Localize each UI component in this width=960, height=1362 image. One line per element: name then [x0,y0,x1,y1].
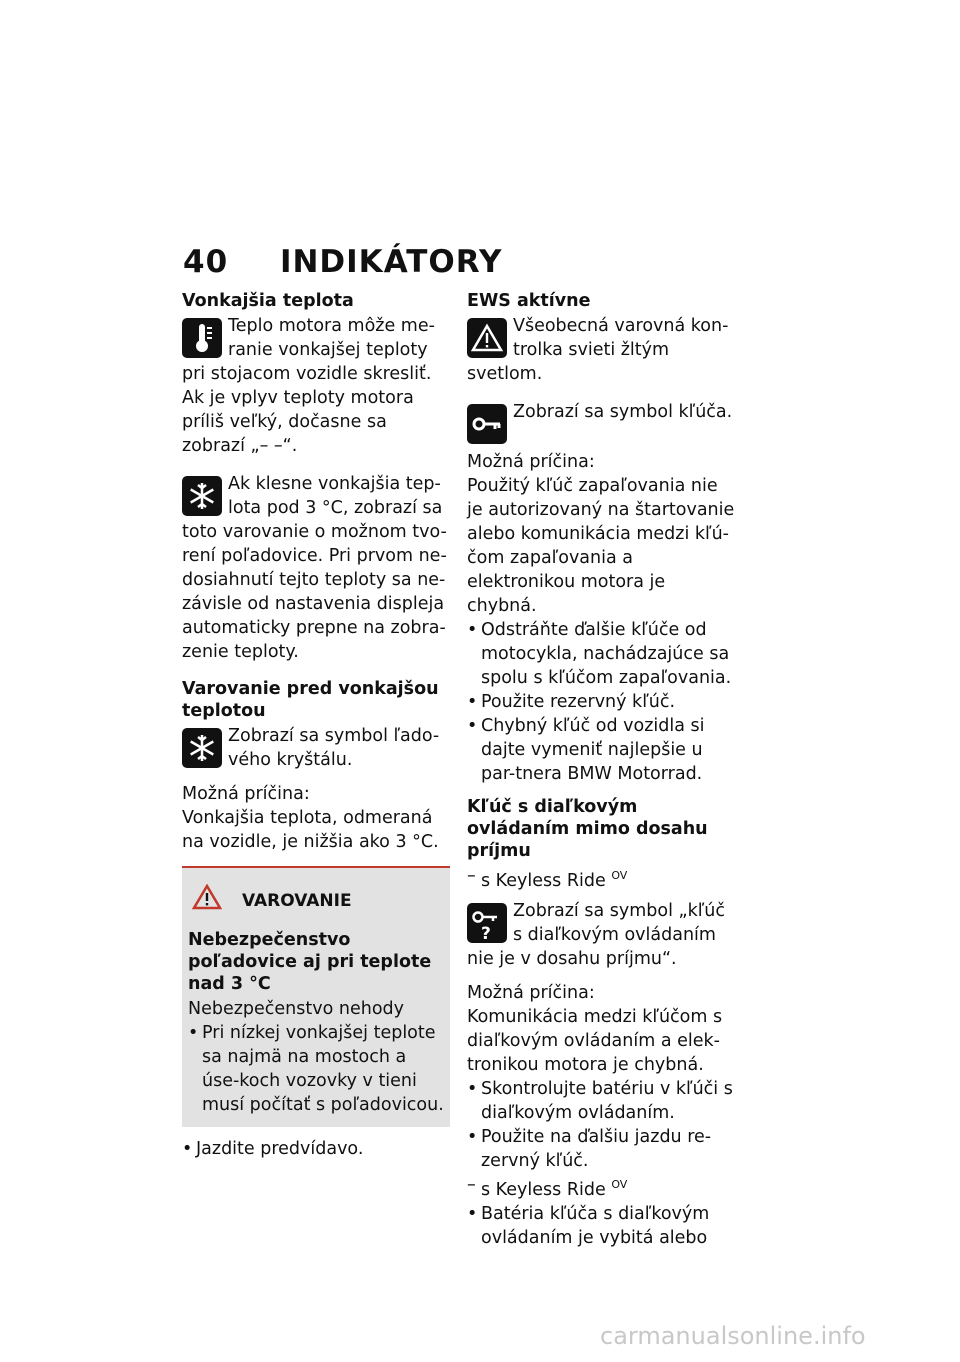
page-title: INDIKÁTORY [279,244,503,280]
paragraph: Zobrazí sa symbol kľúča. [513,402,733,422]
thermometer-icon [182,318,222,358]
warning-label: VAROVANIE [242,890,352,911]
outside-temp-text [182,314,450,458]
warning-sub: Nebezpečenstvo nehody [188,999,404,1019]
svg-text:?: ? [481,923,491,943]
warning-triangle-icon [192,884,222,917]
list-item: • Skontrolujte batériu v kľúči s diaľkovým ovládaním. [467,1077,737,1125]
section-title-key-out-of-range: Kľúč s diaľkovým ovládaním mimo dosahu príjmu [467,797,708,861]
cause-label: Možná príčina: [467,982,595,1003]
snowflake-icon [182,728,222,768]
option-item: – s Keyless Ride $^{OV}$ [467,1173,737,1202]
cause-label: Možná príčina: [182,784,310,804]
list-item: • Batéria kľúča s diaľkovým ovládaním je vybitá alebo [467,1202,737,1250]
list-item: • Odstráňte ďalšie kľúče od motocykla, nachádzajúce sa spolu s kľúčom zapaľovania. [467,618,737,690]
list-item: • Použite rezervný kľúč. [467,690,737,714]
paragraph: Teplo motora môže me-ranie vonkajšej teploty pri stojacom vozidle skresliť. Ak je vplyv teploty motora príliš veľký, dočasne sa zobrazí „– –“. [182,316,435,456]
page-number: 40 [183,244,229,280]
cause-label: Možná príčina: [467,452,595,472]
page-header [183,244,502,280]
watermark: carmanualsonline.info [600,1322,866,1350]
paragraph: Použitý kľúč zapaľovania nie je autorizovaný na štartovanie alebo komunikácia medzi kľú-čom zapaľovania a elektronikou motora je chybná. [467,476,735,616]
key-icon [467,404,507,444]
list-item: • Použite na ďalšiu jazdu re-zervný kľúč. [467,1125,737,1173]
paragraph: Zobrazí sa symbol ľado-vého kryštálu. [228,726,440,770]
key-question-icon [467,903,507,943]
paragraph: Všeobecná varovná kon-trolka svieti žltým svetlom. [467,316,729,384]
warning-triangle-icon [467,318,507,358]
section-title-outside-temp: Vonkajšia teplota [182,291,354,311]
section-title-ews: EWS aktívne [467,291,591,311]
warning-heading: Nebezpečenstvo poľadovice aj pri teplote nad 3 °C [188,930,432,994]
list-item: • Jazdite predvídavo. [182,1137,450,1161]
option-item: – s Keyless Ride $^{OV}$ [467,864,737,893]
section-title-temp-warning: Varovanie pred vonkajšou teplotou [182,679,439,721]
list-item: • Pri nízkej vonkajšej teplote sa najmä na mostoch a úse-koch vozovky v tieni musí počítať s poľadovicou. [188,1021,444,1117]
right-column [467,290,737,1250]
paragraph: Komunikácia medzi kľúčom s diaľkovým ovládaním a elek-tronikou motora je chybná. [467,1006,723,1075]
paragraph: Zobrazí sa symbol „kľúč s diaľkovým ovládaním nie je v dosahu príjmu“. [467,900,725,969]
list-item: • Chybný kľúč od vozidla si dajte vymeniť najlepšie u par-tnera BMW Motorrad. [467,714,737,786]
warning-box [182,866,450,1127]
left-column [182,290,450,1161]
paragraph: Ak klesne vonkajšia tep-lota pod 3 °C, zobrazí sa toto varovanie o možnom tvo-rení poľadovice. Pri prvom ne-dosiahnutí tejto teploty sa ne-závisle od nastavenia displeja automaticky prepne na zobra-zenie teploty. [182,474,447,662]
paragraph: Vonkajšia teplota, odmeraná na vozidle, je nižšia ako 3 °C. [182,808,439,852]
snowflake-icon [182,476,222,516]
